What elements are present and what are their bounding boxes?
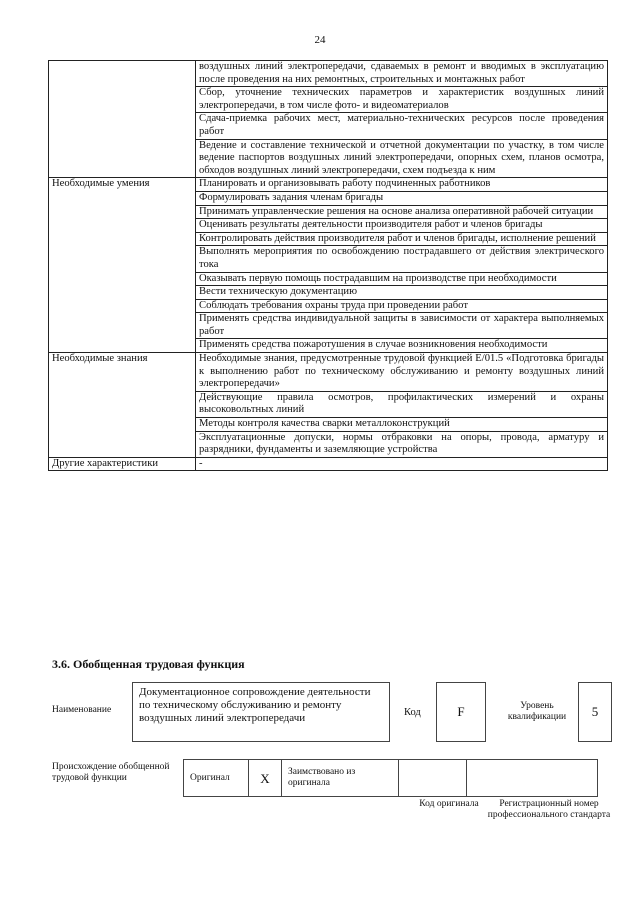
category-cell: Необходимые умения xyxy=(49,178,196,353)
table-row xyxy=(49,178,608,192)
labor-functions-table xyxy=(48,60,608,471)
description-cell: Формулировать задания членам бригады xyxy=(196,191,608,205)
description-cell: Принимать управленческие решения на основе анализа оперативной рабочей ситуации xyxy=(196,205,608,219)
table-row xyxy=(49,457,608,471)
reg-number-caption: Регистрационный номер профессионального стандарта xyxy=(487,799,611,820)
category-cell: Другие характеристики xyxy=(49,457,196,471)
description-cell: Применять средства индивидуальной защиты в зависимости от характера выполняемых работ xyxy=(196,313,608,339)
description-cell: Ведение и составление технической и отчетной документации по участку, в том числе ведение паспортов воздушных линий электропередачи, опорных схем, планов осмотра, обходов воздушных линий электропередачи, схем подъезда к ним xyxy=(196,139,608,178)
category-cell xyxy=(49,61,196,178)
original-label: Оригинал xyxy=(184,760,249,797)
section-title: 3.6. Обобщенная трудовая функция xyxy=(52,657,245,671)
description-cell: Соблюдать требования охраны труда при проведении работ xyxy=(196,299,608,313)
description-cell: Необходимые знания, предусмотренные трудовой функцией E/01.5 «Подготовка бригады к выполнению работ по техническому обслуживанию и ремонту воздушных линий электропередачи» xyxy=(196,353,608,392)
borrowed-label: Заимствовано из оригинала xyxy=(282,760,399,797)
qualification-level-value: 5 xyxy=(578,682,612,742)
category-cell: Необходимые знания xyxy=(49,353,196,458)
description-cell: Контролировать действия производителя работ и членов бригады, исполнение решений xyxy=(196,232,608,246)
description-cell: Применять средства пожаротушения в случае возникновения необходимости xyxy=(196,339,608,353)
qualification-level-label: Уровень квалификации xyxy=(507,701,567,722)
description-cell: Методы контроля качества сварки металлоконструкций xyxy=(196,418,608,432)
code-value: F xyxy=(436,682,486,742)
original-mark: X xyxy=(249,760,282,797)
description-cell: Оценивать результаты деятельности производителя работ и членов бригады xyxy=(196,219,608,233)
description-cell: - xyxy=(196,457,608,471)
original-code-caption: Код оригинала xyxy=(419,799,479,809)
name-label: Наименование xyxy=(52,705,112,715)
code-label: Код xyxy=(404,707,421,718)
original-code-cell xyxy=(399,760,467,797)
description-cell: Планировать и организовывать работу подчиненных работников xyxy=(196,178,608,192)
description-cell: Эксплуатационные допуски, нормы отбраковки на опоры, провода, арматуру и разрядники, фундаменты и заземляющие устройства xyxy=(196,431,608,457)
description-cell: Сдача-приемка рабочих мест, материально-технических ресурсов после проведения работ xyxy=(196,113,608,139)
origin-label: Происхождение обобщенной трудовой функции xyxy=(52,762,170,783)
origin-table xyxy=(183,759,598,797)
table-row xyxy=(49,61,608,87)
page-number: 24 xyxy=(314,34,326,46)
description-cell: Выполнять мероприятия по освобождению пострадавшего от действия электрического тока xyxy=(196,246,608,272)
description-cell: Оказывать первую помощь пострадавшим на производстве при необходимости xyxy=(196,272,608,286)
description-cell: Сбор, уточнение технических параметров и характеристик воздушных линий электропередачи, в том числе фото- и видеоматериалов xyxy=(196,87,608,113)
function-name-value: Документационное сопровождение деятельности по техническому обслуживанию и ремонту воздушных линий электропередачи xyxy=(132,682,390,742)
description-cell: воздушных линий электропередачи, сдаваемых в ремонт и вводимых в эксплуатацию после проведения на них ремонтных, строительных и монтажных работ xyxy=(196,61,608,87)
description-cell: Вести техническую документацию xyxy=(196,286,608,300)
table-row xyxy=(49,353,608,392)
description-cell: Действующие правила осмотров, профилактических измерений и охраны высоковольтных линий xyxy=(196,391,608,417)
reg-number-cell xyxy=(467,760,598,797)
